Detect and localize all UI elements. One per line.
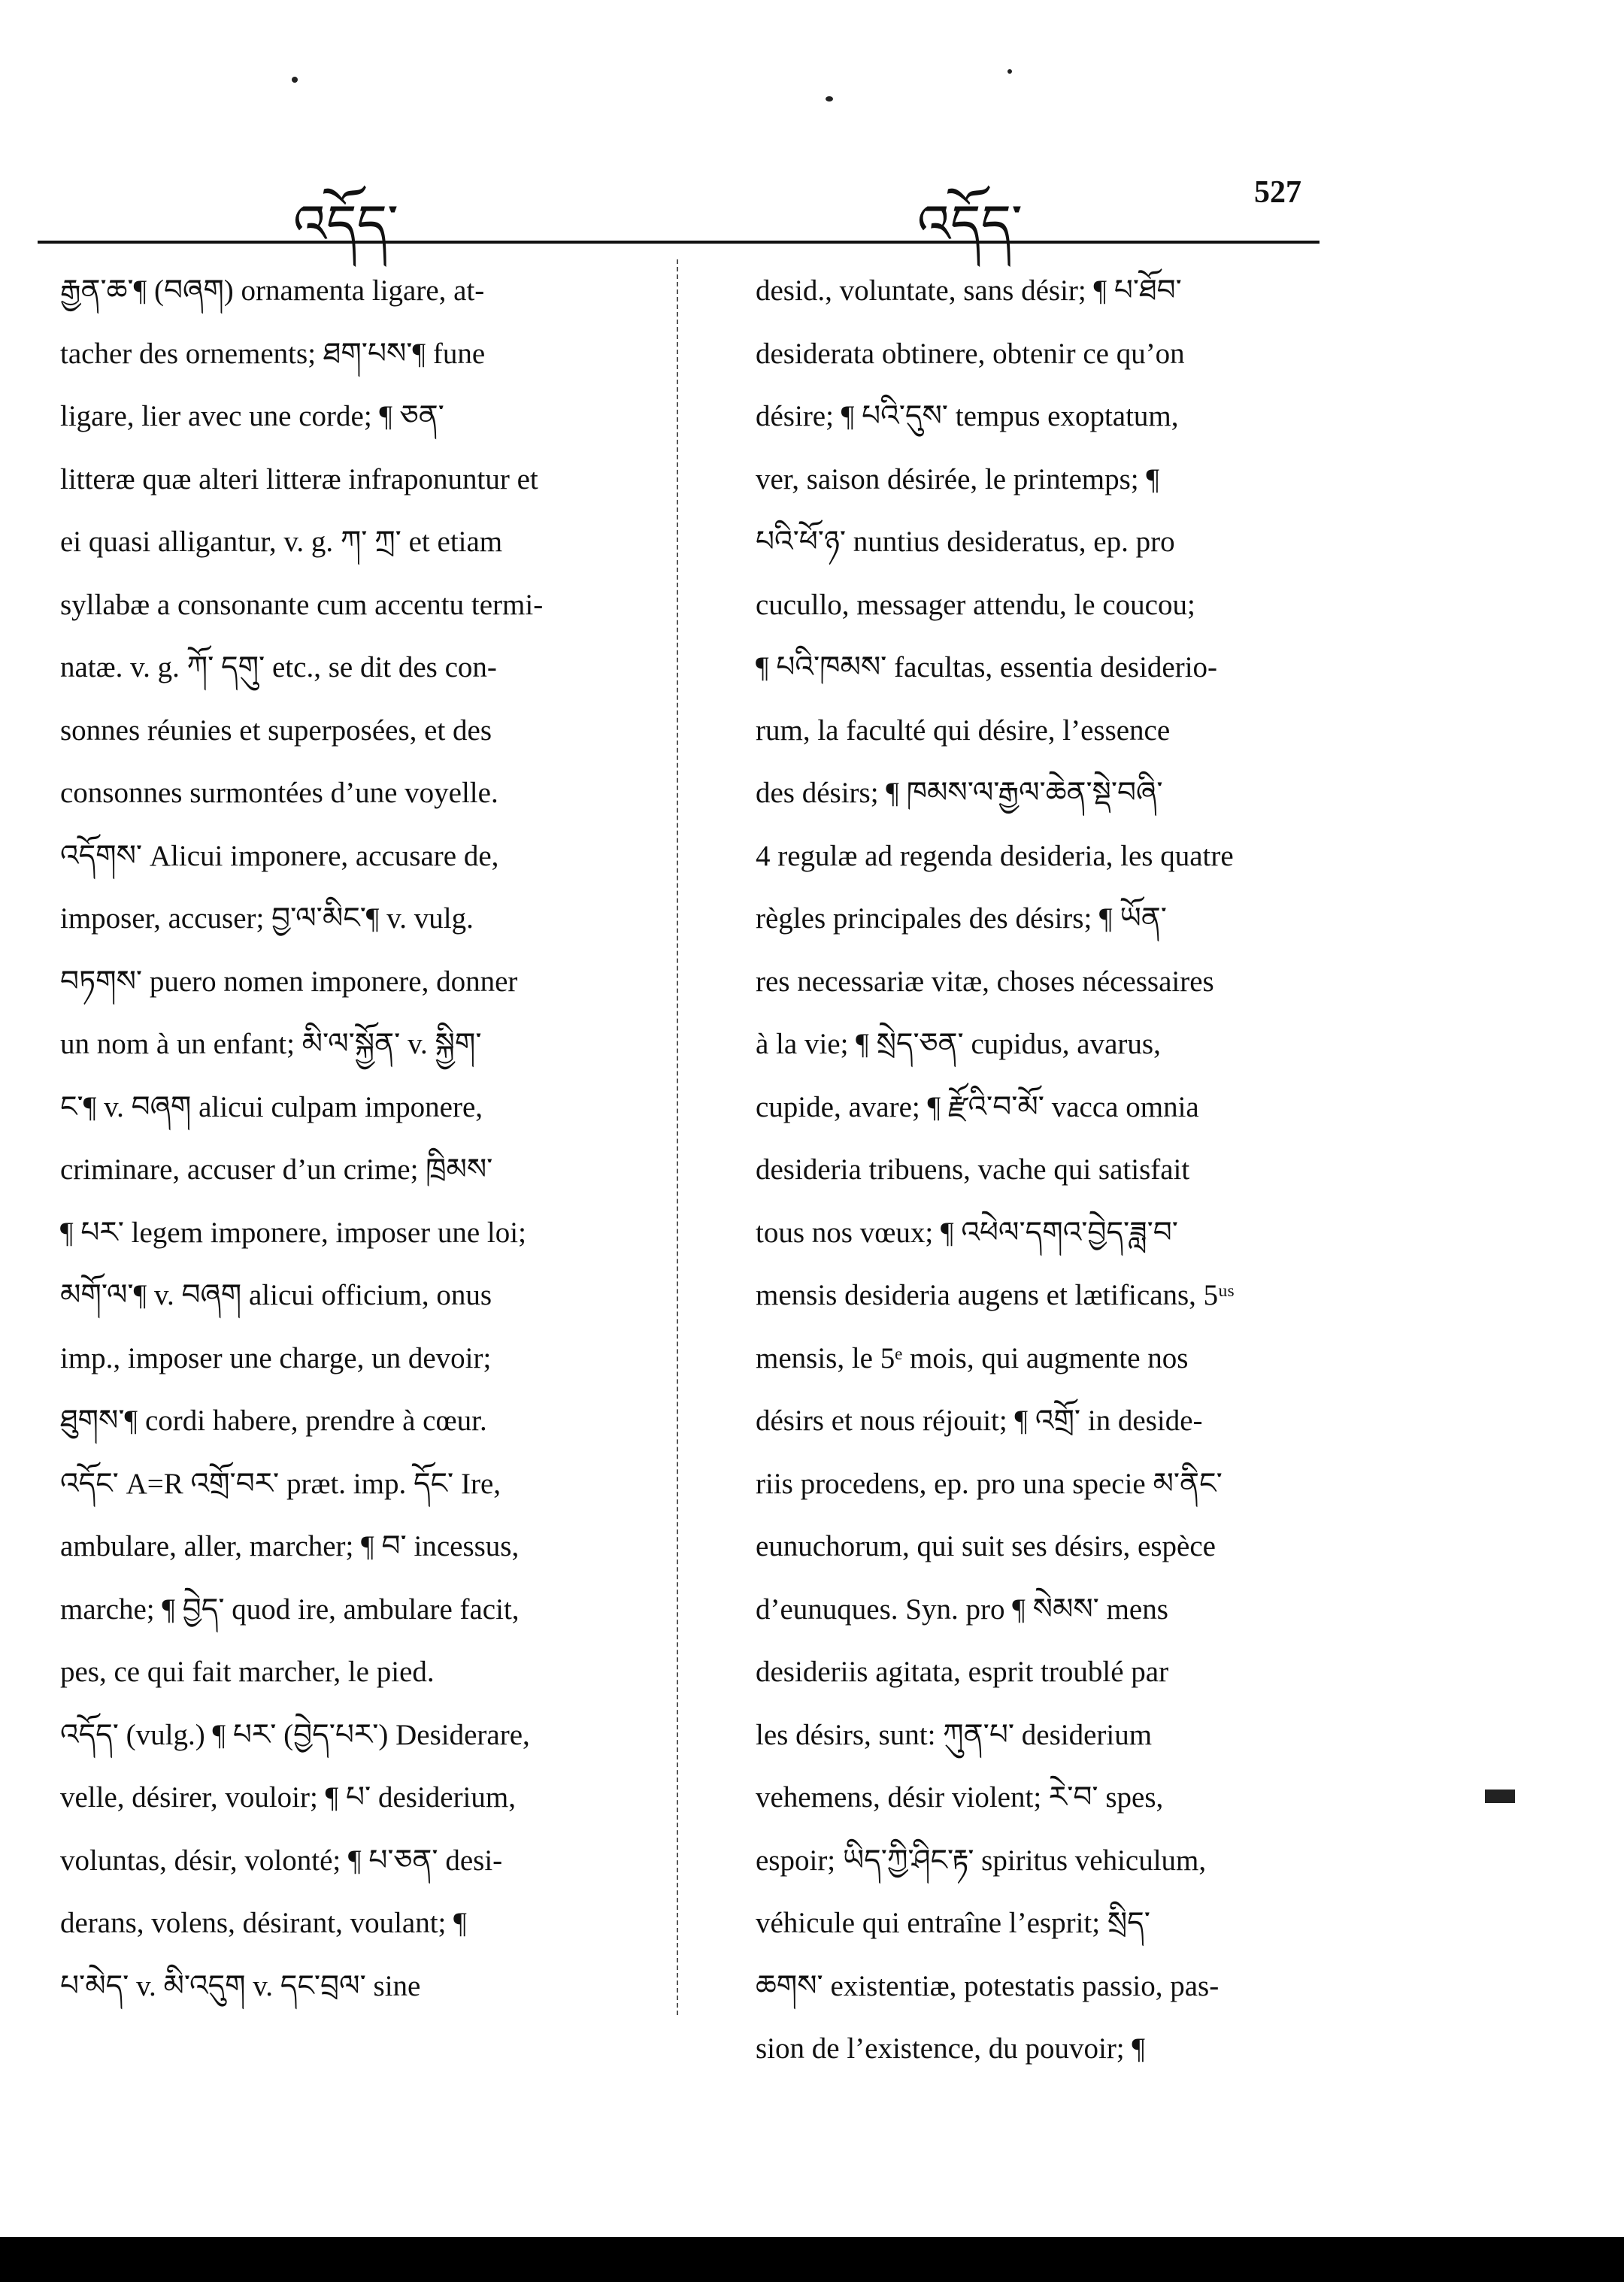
left-line-15: criminare, accuser d’un crime; ཁྲིམས་: [60, 1153, 493, 1186]
left-line-6: syllabæ a consonante cum accentu termi-: [60, 588, 544, 621]
right-line-7: ¶ པའི་ཁམས་ facultas, essentia desiderio-: [756, 651, 1218, 683]
right-line-15: desideria tribuens, vache qui satisfait: [756, 1153, 1190, 1186]
left-line-3: ligare, lier avec une corde; ¶ ཅན་: [60, 400, 444, 432]
left-line-4: litteræ quæ alteri litteræ infraponuntur et: [60, 462, 538, 495]
left-line-9: consonnes surmontées d’une voyelle.: [60, 777, 498, 809]
running-head-left: འདོད་: [293, 193, 398, 255]
left-line-13: un nom à un enfant; མི་ལ་སྐྱོན་ v. སྐྱིག་: [60, 1028, 482, 1060]
right-line-24: les désirs, sunt: ཀུན་པ་ desiderium: [756, 1718, 1153, 1751]
left-column: [60, 259, 639, 2017]
left-line-11: imposer, accuser; བྱ་ལ་མིང་¶ v. vulg.: [60, 902, 474, 935]
right-line-9: des désirs; ¶ ཁམས་ལ་རྒྱལ་ཆེན་སྡེ་བཞི་: [756, 777, 1163, 809]
left-line-17: མགོ་ལ་¶ v. བཞག alicui officium, onus: [60, 1279, 492, 1311]
right-line-16: tous nos vœux; ¶ འཕེལ་དགའ་བྱེད་ཟླ་བ་: [756, 1216, 1178, 1249]
right-line-13: à la vie; ¶ སྲེད་ཅན་ cupidus, avarus,: [756, 1028, 1161, 1060]
right-line-6: cucullo, messager attendu, le coucou;: [756, 588, 1195, 621]
left-line-5: ei quasi alligantur, v. g. ཀ་ ཀྲ་ et etiam: [60, 526, 503, 558]
right-line-5: པའི་ཕོ་ཉ་ nuntius desideratus, ep. pro: [756, 526, 1175, 558]
right-line-8: rum, la faculté qui désire, l’essence: [756, 714, 1171, 747]
header-rule: [38, 241, 1320, 244]
column-divider: [677, 259, 678, 2015]
right-line-17: mensis desideria augens et lætificans, 5ᵘˢ: [756, 1279, 1235, 1311]
right-line-14: cupide, avare; ¶ རྫོའི་བ་མོ་ vacca omnia: [756, 1090, 1199, 1123]
left-line-26: voluntas, désir, volonté; ¶ པ་ཅན་ desi-: [60, 1844, 503, 1877]
left-line-7: natæ. v. g. ཀོ་ དགུ་ etc., se dit des con-: [60, 651, 497, 683]
right-line-20: riis procedens, ep. pro una specie མ་ནིང་: [756, 1467, 1223, 1500]
scan-speck: [292, 77, 298, 83]
right-line-29: sion de l’existence, du pouvoir; ¶: [756, 2032, 1146, 2065]
right-line-10: 4 regulæ ad regenda desideria, les quatre: [756, 839, 1234, 872]
left-line-12: བཏགས་ puero nomen imponere, donner: [60, 965, 518, 998]
left-line-19: ཐུགས་¶ cordi habere, prendre à cœur.: [60, 1405, 487, 1437]
left-line-14: ང་¶ v. བཞག alicui culpam imponere,: [60, 1090, 483, 1123]
left-line-25: velle, désirer, vouloir; ¶ པ་ desiderium,: [60, 1781, 516, 1814]
left-line-16: ¶ པར་ legem imponere, imposer une loi;: [60, 1216, 526, 1249]
right-line-12: res necessariæ vitæ, choses nécessaires: [756, 965, 1214, 998]
left-line-18: imp., imposer une charge, un devoir;: [60, 1341, 492, 1374]
right-line-18: mensis, le 5ᵉ mois, qui augmente nos: [756, 1341, 1189, 1374]
left-line-2: tacher des ornements; ཐག་པས་¶ fune: [60, 337, 486, 370]
right-line-11: règles principales des désirs; ¶ ཡོན་: [756, 902, 1167, 935]
right-line-23: desideriis agitata, esprit troublé par: [756, 1656, 1169, 1688]
right-line-3: désire; ¶ པའི་དུས་ tempus exoptatum,: [756, 400, 1179, 432]
left-line-23: pes, ce qui fait marcher, le pied.: [60, 1656, 435, 1688]
left-line-24: འདོད་ (vulg.) ¶ པར་ (བྱེད་པར་) Desiderare,: [60, 1718, 530, 1751]
right-line-2: desiderata obtinere, obtenir ce qu’on: [756, 337, 1185, 370]
left-line-1: རྒྱན་ཆ་¶ (བཞག) ornamenta ligare, at-: [60, 274, 485, 307]
left-line-22: marche; ¶ བྱེད་ quod ire, ambulare facit,: [60, 1593, 520, 1626]
right-line-25: vehemens, désir violent; རེ་བ་ spes,: [756, 1781, 1164, 1814]
right-line-21: eunuchorum, qui suit ses désirs, espèce: [756, 1530, 1216, 1562]
left-line-20: འདོང་ A=R འགྲོ་བར་ præt. imp. དོང་ Ire,: [60, 1467, 501, 1500]
right-line-19: désirs et nous réjouit; ¶ འགྲོ་ in deside-: [756, 1405, 1203, 1437]
right-line-28: ཆགས་ existentiæ, potestatis passio, pas-: [756, 1969, 1220, 2002]
right-line-27: véhicule qui entraîne l’esprit; སྲིད་: [756, 1907, 1150, 1939]
scan-bottom-band: [0, 2237, 1624, 2282]
right-line-4: ver, saison désirée, le printemps; ¶: [756, 462, 1160, 495]
margin-mark: [1485, 1790, 1515, 1803]
page-number: 527: [1254, 175, 1301, 210]
running-head-right: འདོད་: [917, 193, 1023, 255]
left-line-10: འདོགས་ Alicui imponere, accusare de,: [60, 839, 499, 872]
left-line-28: པ་མེད་ v. མི་འདུག v. དང་བྲལ་ sine: [60, 1969, 421, 2002]
left-line-27: derans, volens, désirant, voulant; ¶: [60, 1907, 467, 1939]
scan-speck: [1007, 69, 1012, 74]
left-line-8: sonnes réunies et superposées, et des: [60, 714, 492, 747]
right-line-26: espoir; ཡིད་ཀྱི་ཤིང་རྟ་ spiritus vehiculum,: [756, 1844, 1207, 1877]
left-line-21: ambulare, aller, marcher; ¶ བ་ incessus,: [60, 1530, 520, 1562]
right-line-1: desid., voluntate, sans désir; ¶ པ་ཐོབ་: [756, 274, 1182, 307]
right-line-22: d’eunuques. Syn. pro ¶ སེམས་ mens: [756, 1593, 1168, 1626]
right-column: [756, 259, 1335, 2080]
scan-speck: [826, 96, 833, 102]
